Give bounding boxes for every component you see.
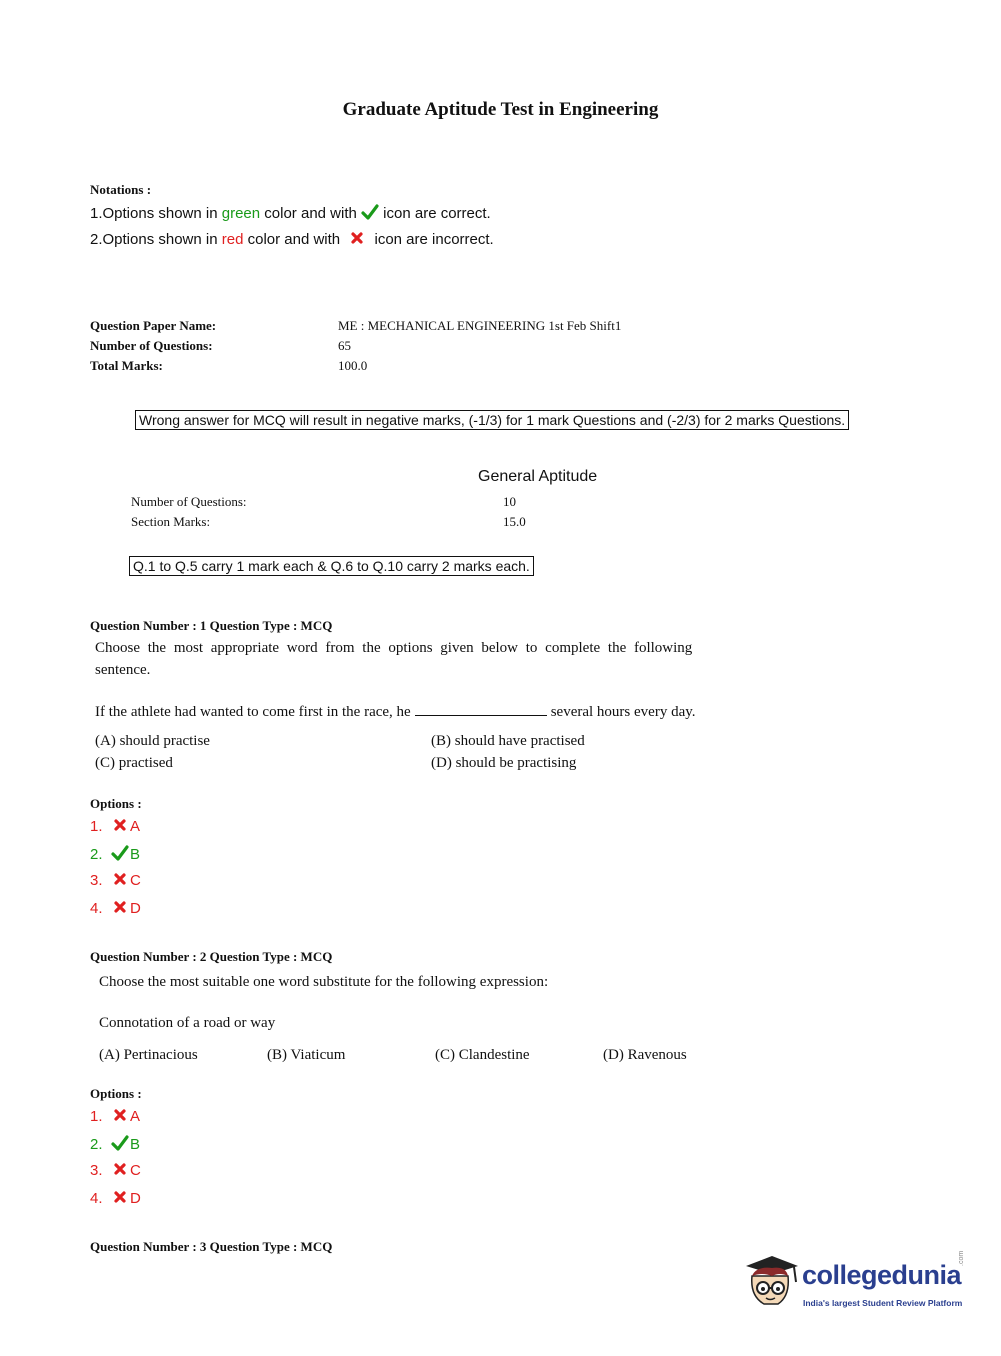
question-1-stem-cont: sentence. [95, 662, 151, 678]
question-1-option-3: 3. C [90, 872, 141, 889]
question-1-option-1: 1. A [90, 818, 141, 835]
question-2-stem: Choose the most suitable one word substitute for the following expression: [99, 974, 549, 990]
section-marks-label: Section Marks: [131, 514, 211, 529]
question-1-option-2: 2. B [90, 846, 141, 863]
cross-icon [113, 1162, 127, 1176]
question-1-header: Question Number : 1 Question Type : MCQ [90, 618, 333, 633]
section-marks-note: Q.1 to Q.5 carry 1 mark each & Q.6 to Q.10 carry 2 marks each. [129, 556, 534, 576]
page-title: Graduate Aptitude Test in Engineering [342, 99, 659, 120]
question-count-value: 65 [338, 338, 351, 353]
brand-tagline: India's largest Student Review Platform [803, 1298, 963, 1308]
question-2-option-3: 3. C [90, 1162, 141, 1179]
brand-name: collegedunia [802, 1260, 962, 1290]
fill-in-blank [415, 701, 547, 716]
question-1-options-label: Options : [90, 796, 142, 811]
paper-name-value: ME : MECHANICAL ENGINEERING 1st Feb Shift1 [338, 318, 622, 333]
question-2-choice-b: (B) Viaticum [267, 1047, 346, 1063]
question-1-option-4: 4. D [90, 900, 141, 917]
section-marks-value: 15.0 [503, 514, 526, 529]
check-icon [111, 1135, 129, 1151]
total-marks-value: 100.0 [338, 358, 368, 373]
question-2-options-label: Options : [90, 1086, 142, 1101]
brand-suffix: .com [958, 1250, 965, 1266]
collegedunia-logo [742, 1248, 972, 1320]
paper-name-label: Question Paper Name: [90, 318, 217, 333]
question-2-choice-a: (A) Pertinacious [99, 1047, 198, 1063]
question-2-expression: Connotation of a road or way [99, 1015, 276, 1031]
cross-icon [113, 1190, 127, 1204]
question-1-choice-a: (A) should practise [95, 733, 210, 749]
question-1-choice-b: (B) should have practised [431, 733, 585, 749]
check-icon [111, 845, 129, 861]
check-icon [361, 204, 379, 220]
question-2-option-1: 1. A [90, 1108, 141, 1125]
question-1-choice-c: (C) practised [95, 755, 173, 771]
notations-heading: Notations : [90, 182, 152, 197]
section-count-label: Number of Questions: [131, 494, 247, 509]
question-3-header: Question Number : 3 Question Type : MCQ [90, 1239, 333, 1254]
question-2-choice-c: (C) Clandestine [435, 1047, 530, 1063]
question-count-label: Number of Questions: [90, 338, 213, 353]
notation-incorrect: 2.Options shown in red color and with icon are incorrect. [90, 231, 494, 248]
total-marks-label: Total Marks: [90, 358, 163, 373]
mascot-icon [742, 1252, 800, 1314]
question-2-choice-d: (D) Ravenous [603, 1047, 687, 1063]
cross-icon [113, 872, 127, 886]
question-1-sentence: If the athlete had wanted to come first in the race, he several hours every day. [95, 701, 696, 721]
question-2-option-2: 2. B [90, 1136, 141, 1153]
cross-icon [113, 1108, 127, 1122]
cross-icon [113, 818, 127, 832]
question-1-stem: Choose the most appropriate word from the options given below to complete the following [95, 640, 693, 656]
section-title: General Aptitude [478, 468, 598, 485]
notation-correct: 1.Options shown in green color and with icon are correct. [90, 205, 491, 222]
cross-icon [113, 900, 127, 914]
question-2-header: Question Number : 2 Question Type : MCQ [90, 949, 333, 964]
section-count-value: 10 [503, 494, 516, 509]
question-1-choice-d: (D) should be practising [431, 755, 577, 771]
cross-icon [350, 231, 364, 245]
question-2-option-4: 4. D [90, 1190, 141, 1207]
negative-marking-notice: Wrong answer for MCQ will result in negative marks, (-1/3) for 1 mark Questions and (-2/3) for 2 marks Questions. [135, 410, 849, 430]
